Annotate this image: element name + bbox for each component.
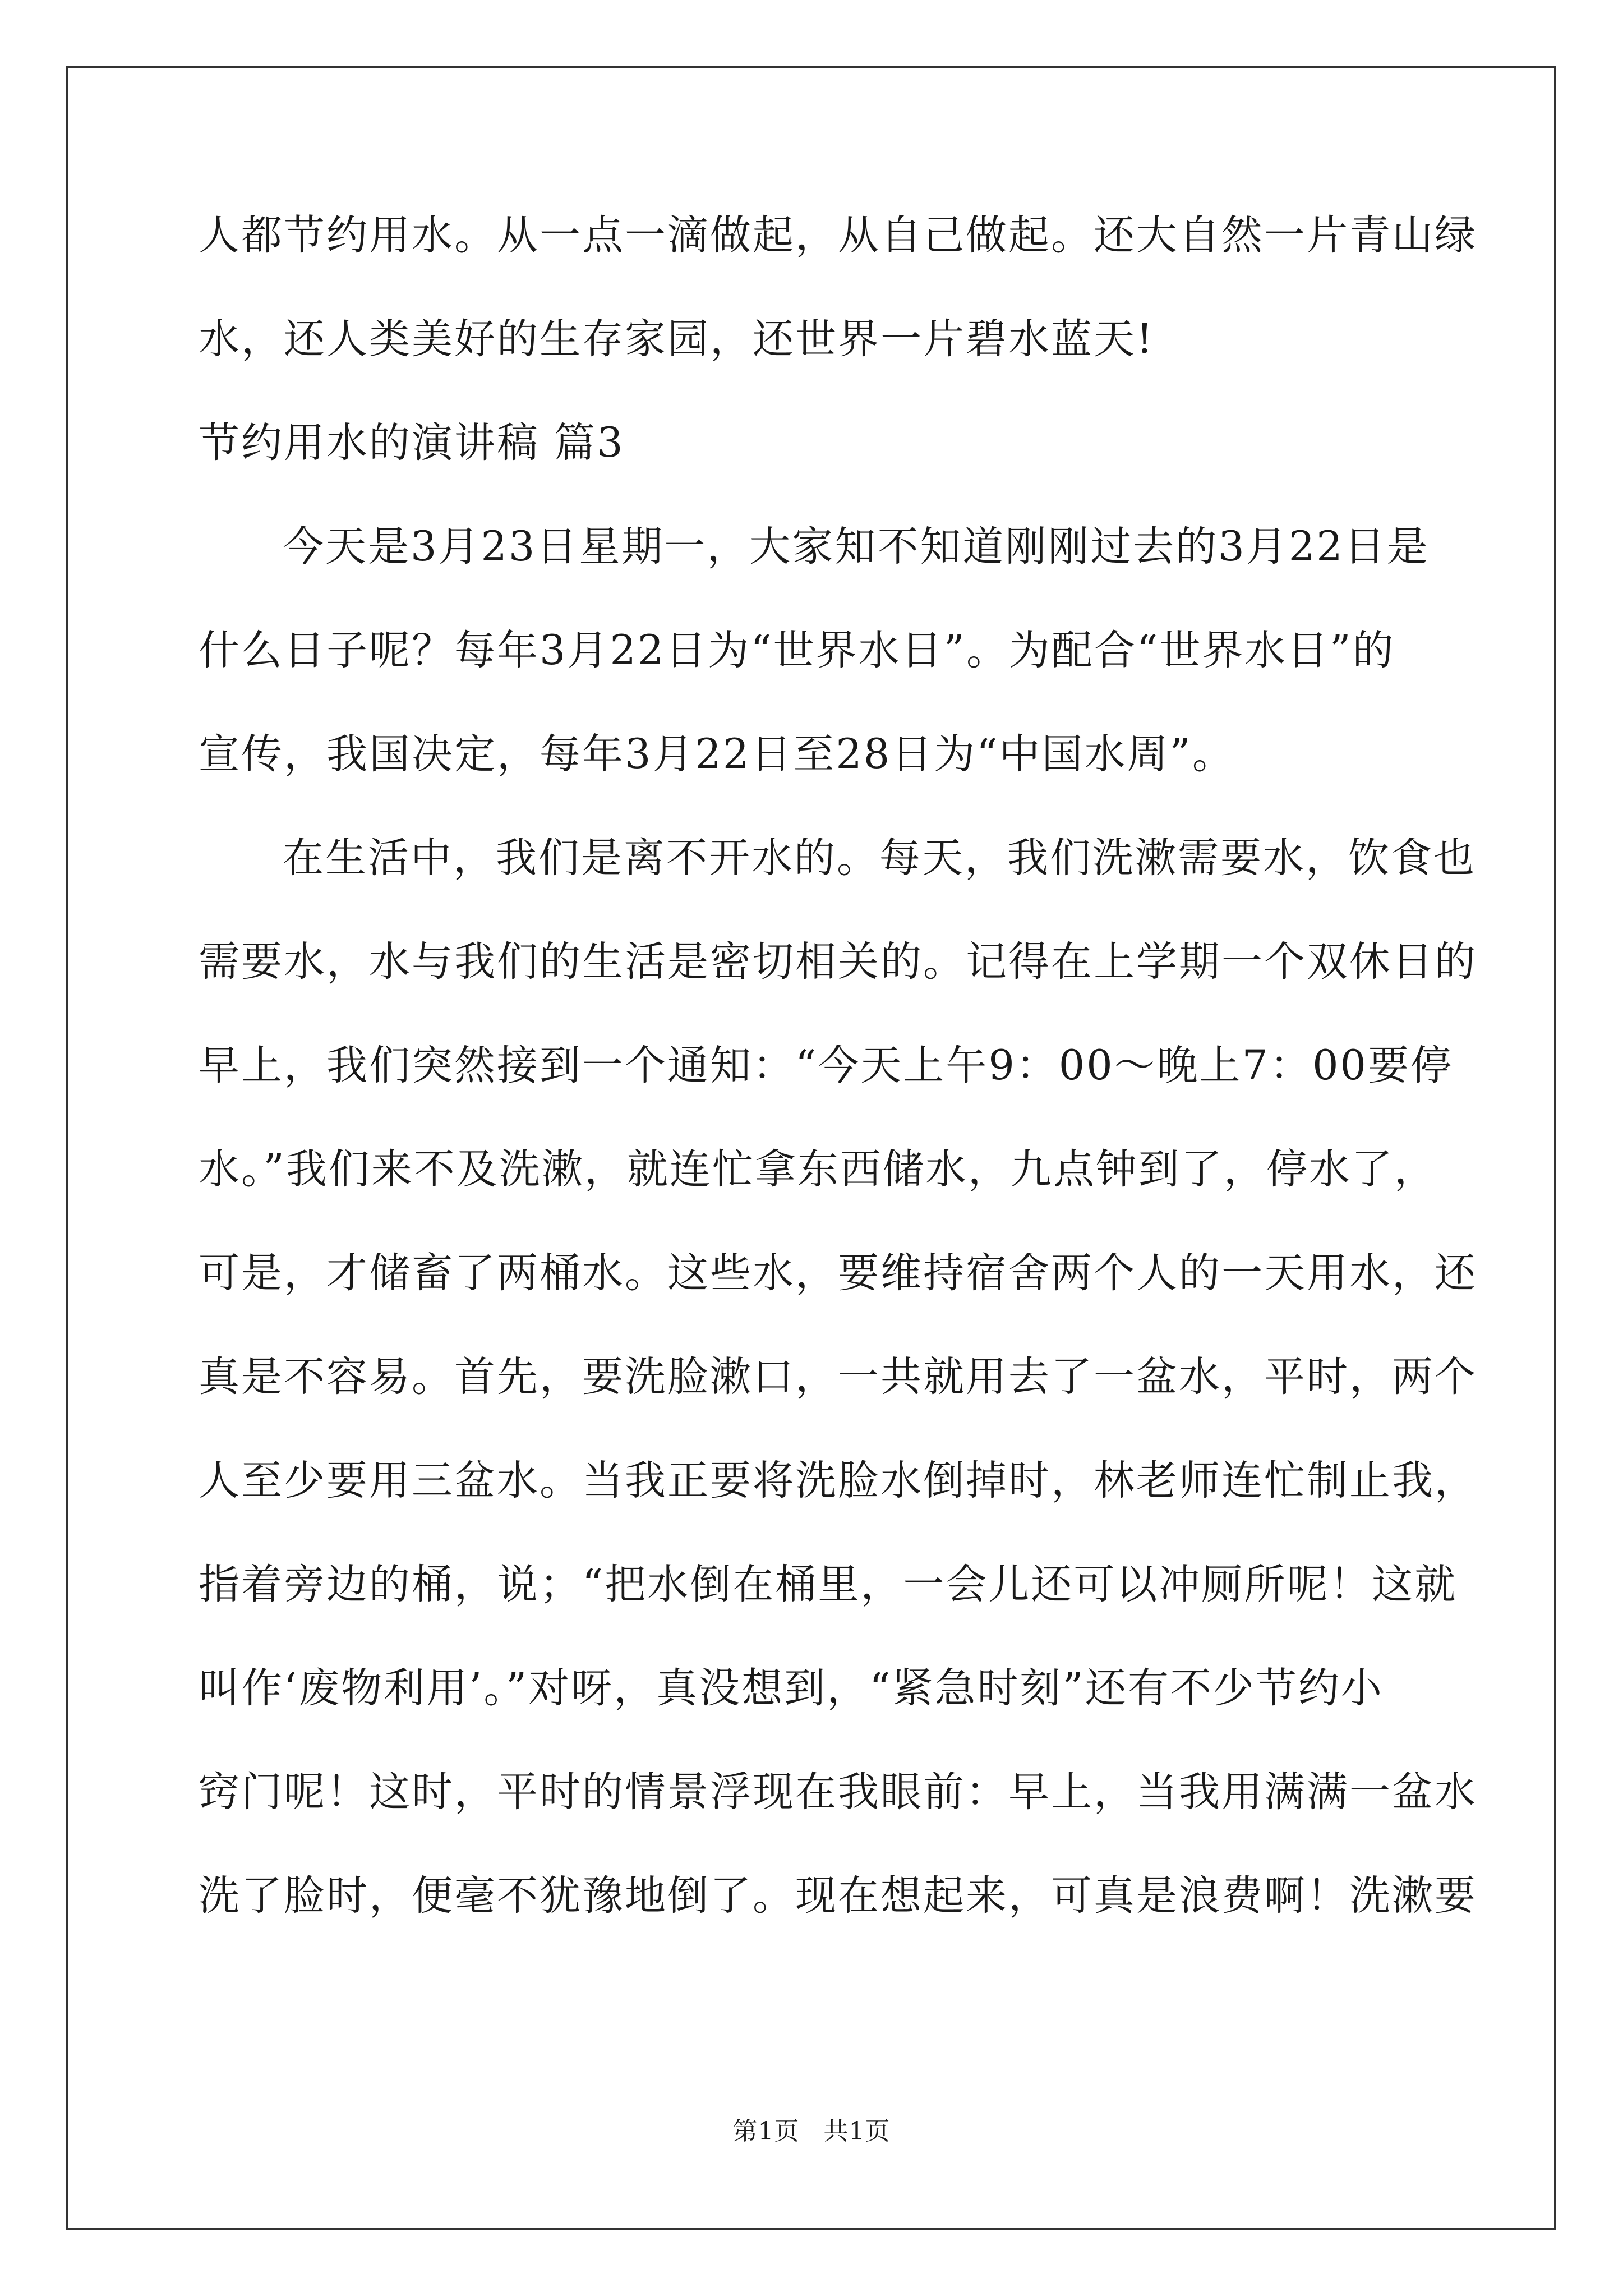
body-line: 指着旁边的桶，说；“把水倒在桶里，一会儿还可以冲厕所呢！这就: [199, 1561, 1458, 1608]
body-line: 窍门呢！这时，平时的情景浮现在我眼前：早上，当我用满满一盆水: [199, 1768, 1477, 1816]
body-line: 早上，我们突然接到一个通知：“今天上午9：00～晚上7：00要停: [199, 1042, 1453, 1089]
page-total: 共1页: [823, 2117, 891, 2146]
paragraph-first-line: 在生活中，我们是离不开水的。每天，我们洗漱需要水，饮食也: [283, 834, 1476, 882]
body-line: 洗了脸时，便毫不犹豫地倒了。现在想起来，可真是浪费啊！洗漱要: [199, 1872, 1477, 1920]
body-line: 水，还人类美好的生存家园，还世界一片碧水蓝天!: [199, 315, 1155, 363]
body-line: 什么日子呢？每年3月22日为“世界水日”。为配合“世界水日”的: [199, 627, 1395, 674]
body-line: 需要水，水与我们的生活是密切相关的。记得在上学期一个双休日的: [199, 938, 1477, 986]
page-footer: [0, 2115, 1623, 2148]
body-line: 可是，才储畜了两桶水。这些水，要维持宿舍两个人的一天用水，还: [199, 1249, 1477, 1297]
body-line: 真是不容易。首先，要洗脸漱口，一共就用去了一盆水，平时，两个: [199, 1353, 1477, 1401]
body-line: 人至少要用三盆水。当我正要将洗脸水倒掉时，林老师连忙制止我，: [199, 1457, 1477, 1504]
body-line: 人都节约用水。从一点一滴做起，从自己做起。还大自然一片青山绿: [199, 211, 1477, 259]
paragraph-first-line: 今天是3月23日星期一，大家知不知道刚刚过去的3月22日是: [283, 523, 1430, 570]
body-line: 宣传，我国决定，每年3月22日至28日为“中国水周”。: [199, 730, 1235, 778]
body-line: 叫作‘废物利用’。”对呀，真没想到，“紧急时刻”还有不少节约小: [199, 1664, 1384, 1712]
body-line: 水。”我们来不及洗漱，就连忙拿东西储水，九点钟到了，停水了，: [199, 1145, 1437, 1193]
section-heading: 节约用水的演讲稿 篇3: [199, 419, 625, 467]
page-number: 第1页: [732, 2117, 800, 2146]
